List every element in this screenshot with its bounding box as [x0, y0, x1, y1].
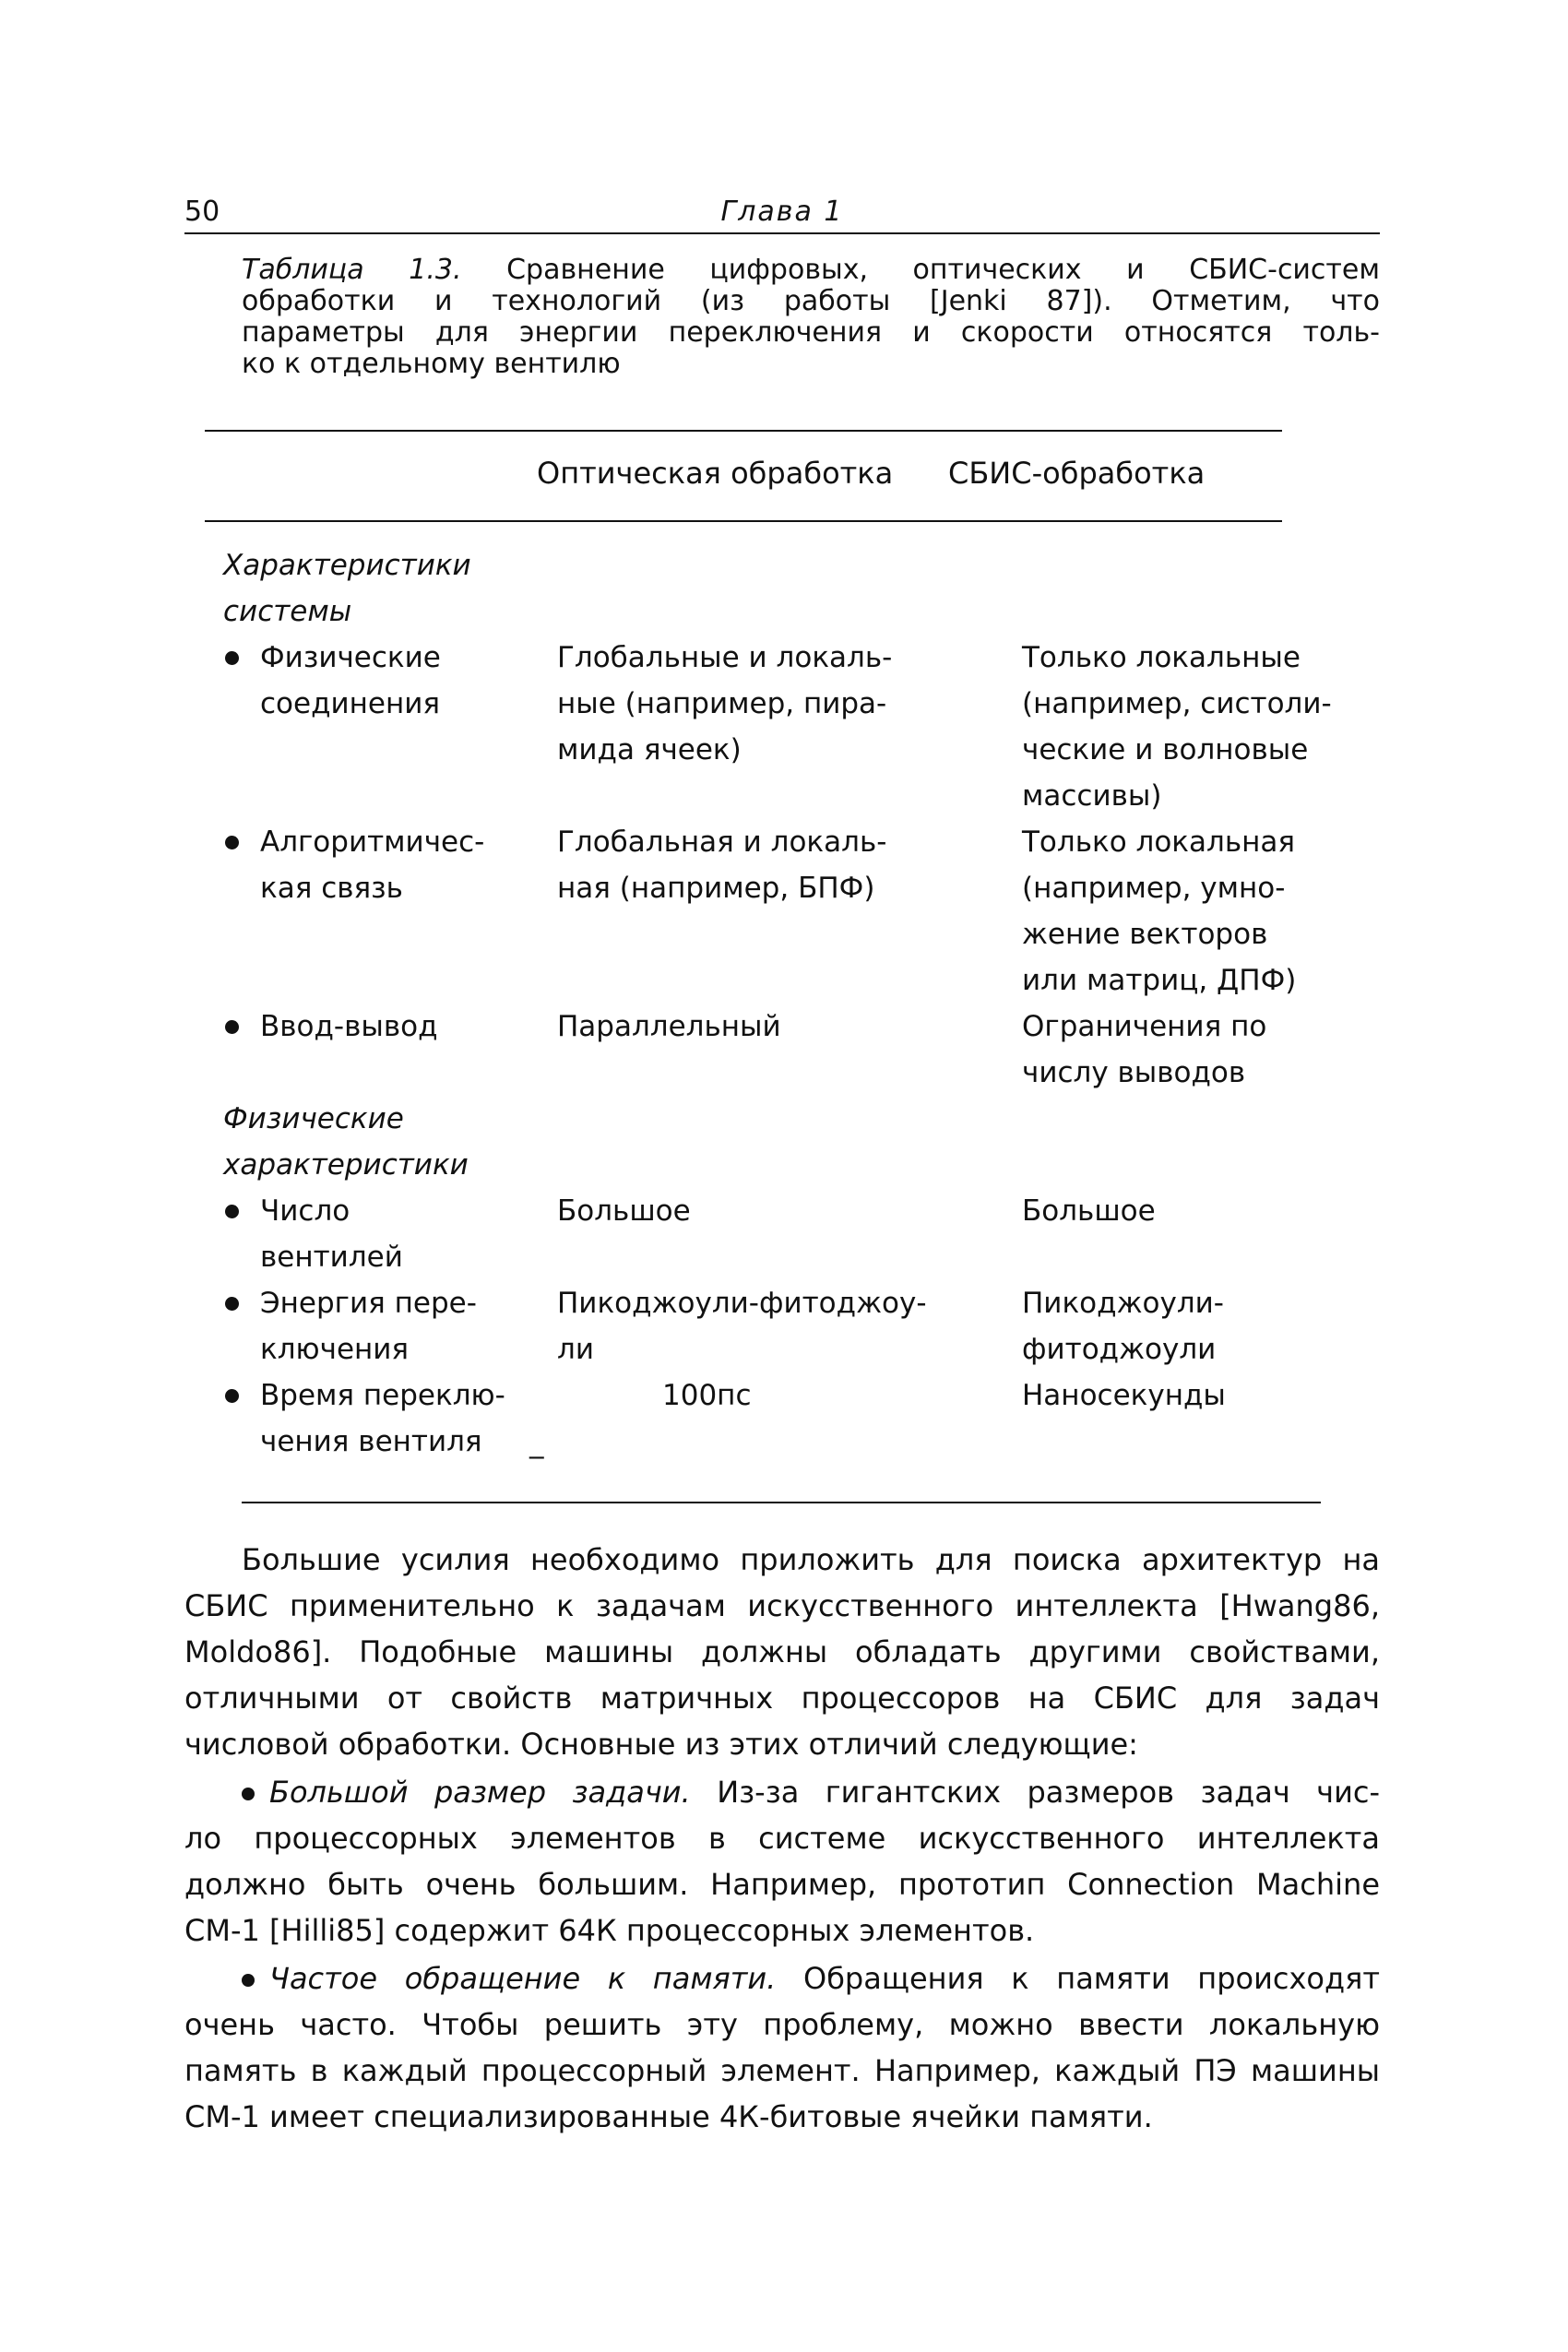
column-header-optical: Оптическая обработка [537, 456, 894, 491]
section-title-physical: Физические характеристики [223, 1102, 469, 1182]
body-line [184, 1955, 1380, 2002]
bullet-icon [225, 1020, 239, 1034]
row-vlsi-value: Только локальная (например, умно- жение векторов или матриц, ДПФ) [1022, 826, 1297, 997]
row-vlsi-value: Большое [1022, 1194, 1156, 1228]
body-line: СБИС применительно к задачам искусственного интеллекта [Hwang86, [184, 1588, 1380, 1623]
bullet-icon [225, 836, 239, 849]
page-number: 50 [184, 196, 220, 228]
body-line: СМ-1 имеет специализированные 4К-битовые ячейки памяти. [184, 2099, 1153, 2134]
body-line: память в каждый процессорный элемент. Например, каждый ПЭ машины [184, 2053, 1380, 2088]
bullet-title: Большой размер задачи. [269, 1775, 691, 1810]
bullet-icon [225, 651, 239, 665]
caption-line: ко к отдельному вентилю [242, 348, 621, 380]
row-vlsi-value: Наносекунды [1022, 1379, 1226, 1412]
row-feature: Физические соединения [260, 641, 441, 720]
table-bottom-rule [242, 1502, 1321, 1503]
table-header-rule [205, 520, 1282, 522]
table-top-rule [205, 430, 1282, 432]
body-line: отличными от свойств матричных процессоров на СБИС для задач [184, 1681, 1380, 1716]
running-head [184, 196, 1380, 234]
bullet-icon [225, 1205, 239, 1218]
row-optical-value: Большое [557, 1194, 691, 1228]
caption-label: Таблица 1.3. [242, 254, 462, 286]
row-optical-value: Пикоджоули-фитоджоу- ли [557, 1287, 927, 1366]
caption-text: Сравнение цифровых, оптических и СБИС-систем [506, 254, 1380, 286]
body-line [184, 1769, 1380, 1815]
row-optical-value: Глобальная и локаль- ная (например, БПФ) [557, 826, 887, 905]
body-line: ло процессорных элементов в системе искусственного интеллекта [184, 1821, 1380, 1856]
bullet-paragraph-memory-access [184, 1955, 1380, 2140]
row-feature: Ввод-вывод [260, 1010, 438, 1043]
caption-line: параметры для энергии переключения и скорости относятся толь- [242, 316, 1380, 349]
bullet-icon [242, 1974, 255, 1987]
row-optical-value: 100пс [662, 1379, 752, 1412]
chapter-title: Глава 1 [720, 196, 844, 228]
body-paragraph [184, 1537, 1380, 1767]
caption-line [242, 255, 1380, 286]
body-line: очень часто. Чтобы решить эту проблему, можно ввести локальную [184, 2007, 1380, 2042]
body-line: СМ-1 [Hilli85] содержит 64К процессорных элементов. [184, 1913, 1035, 1948]
bullet-text: Из-за гигантских размеров задач чис- [717, 1775, 1381, 1810]
row-vlsi-value: Ограничения по числу выводов [1022, 1010, 1267, 1089]
bullet-paragraph-task-size [184, 1769, 1380, 1954]
body-line: должно быть очень большим. Например, прототип Connection Machine [184, 1867, 1380, 1902]
row-feature: Время переклю- чения вентиля [260, 1379, 505, 1458]
table-caption [242, 255, 1380, 380]
row-optical-value: Глобальные и локаль- ные (например, пира- мида ячеек) [557, 641, 893, 766]
section-title-system: Характеристики системы [223, 549, 471, 628]
row-optical-value: Параллельный [557, 1010, 781, 1043]
body-line: числовой обработки. Основные из этих отличий следующие: [184, 1727, 1138, 1762]
bullet-text: Обращения к памяти происходят [803, 1961, 1381, 1996]
body-line: Moldo86]. Подобные машины должны обладать другими свойствами, [184, 1634, 1380, 1669]
caption-line: обработки и технологий (из работы [Jenki 87]). Отметим, что [242, 285, 1380, 317]
row-vlsi-value: Пикоджоули- фитоджоули [1022, 1287, 1224, 1366]
row-feature: Число вентилей [260, 1194, 403, 1274]
row-vlsi-value: Только локальные (например, систоли- ческие и волновые массивы) [1022, 641, 1332, 813]
column-header-vlsi: СБИС-обработка [948, 456, 1206, 491]
stray-mark: _ [529, 1426, 544, 1459]
bullet-icon [242, 1788, 255, 1800]
bullet-title: Частое обращение к памяти. [269, 1961, 777, 1996]
row-feature: Энергия пере- ключения [260, 1287, 477, 1366]
row-feature: Алгоритмичес- кая связь [260, 826, 485, 905]
bullet-icon [225, 1389, 239, 1403]
body-line: Большие усилия необходимо приложить для поиска архитектур на [242, 1542, 1380, 1577]
bullet-icon [225, 1297, 239, 1311]
